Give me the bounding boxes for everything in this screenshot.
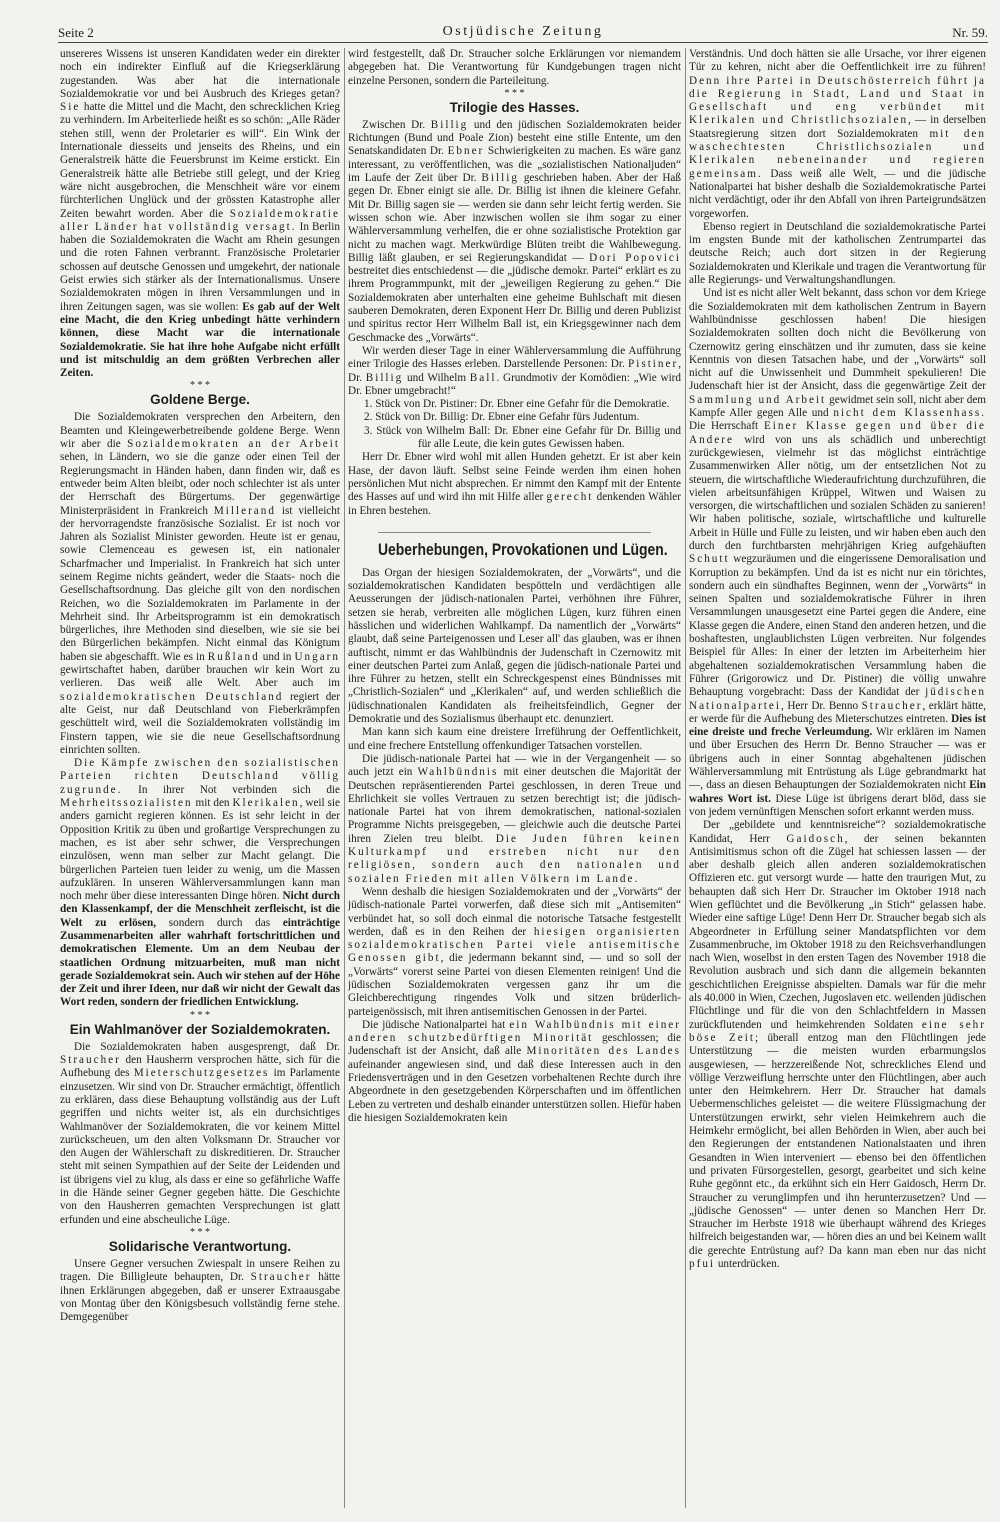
spaced-emphasis-text: Billig [481,172,519,185]
spaced-emphasis-text: nicht dem Klassenhass. [833,407,986,420]
text-run: gewidmet sein soll, nicht aber dem Kampfe Aller gegen Alle und [689,393,986,420]
text-run: denkenden Wähler in Ehren bestehen. [348,491,681,517]
text-run: Die jüdisch-nationale Partei hat — wie in der Vergangenheit — so auch jetzt ein [348,752,681,779]
column-2 [348,48,681,1510]
text-run: aufeinander angewiesen sind, und daß diese Interessen auch in den Friedensverträgen und in den Gesetzen vorbehaltenen Rechte durch ihre Abgeordnete in den gesetzgebenden Körperschaften und im öffentlichen Leben zu vertreten und deshalb einander unterstützen sollen. Hiefür haben die hiesigen Sozialdemokraten kein [348,1058,681,1124]
spaced-emphasis-text: Klerikalen [232,797,300,810]
spaced-emphasis-text: Sie [60,101,81,114]
section-separator: * * * [504,87,525,99]
spaced-emphasis-text: Pistiner [628,358,679,371]
article-paragraph [60,411,340,757]
spaced-emphasis-text: mit den waschechtesten Christlichsozialen und Klerikalen nebeneinander und regieren gemeinsam. [689,127,986,180]
article-paragraph [348,345,681,398]
text-run: Der „gebildete und kenntnisreiche“? sozialdemokratische Kandidat, Herr [689,819,986,845]
play-list [364,398,681,451]
text-run: . Grundmotiv der Komödien: „Wie wird Dr. Ebner umgebracht!“ [348,371,681,397]
spaced-emphasis-text: Wahlbündnis [417,766,499,779]
article-paragraph [689,819,986,1271]
text-run: Dass weiß alle Welt, — und die jüdische Nationalpartei hat bisher deshalb die Sozialdemokratische Partei nicht verdächtigt, oder ihr den Abfall von ihren Parteigrundsätzen vorgeworfen. [689,167,986,220]
spaced-emphasis-text: Die Juden führen keinen Kulturkampf und erstreben nicht nur den religiösen, sondern auch den nationalen und sozialen Frieden mit allen Völkern im Lande. [348,832,681,885]
text-run: ist vielleicht der hervorragendste französische Sozialist. Er ist noch vor Jahren als Sozialist Minister geworden. Heute ist er genau, sowie Clemenceau es gewesen ist, ein nationaler Scharfmacher und Imperialist. In Frankreich hat sich unter seinem Regime nichts geändert, weder die Staats- noch die Gesellschaftsordnung. Das gleiche gilt von den nordischen Reichen, wo die Sozialdemokraten im Parlamente in der Mehrheit sind. Ihr Arbeitsprogramm ist ein demokratisch bürgerliches, ihre Methoden sind dieselben, wie sie sie bei den Bürgerlichen bekämpfen. Nicht einmal das Königtum haben sie abgeschafft. Wie es in [60,504,340,663]
article-paragraph [348,567,681,727]
text-run: sondern durch das [156,916,283,929]
spaced-emphasis-text: Straucher [250,1271,312,1284]
text-run: sehen, in Ländern, wo sie die ganze oder einen Teil der Regierungsmacht in Händen haben, dann finden wir, daß es entweder beim Alten bleibt, oder noch schlechter ist als unter der Herrschaft des Bürgertums. Der gegenwärtige Ministerpräsident in Frankreich [60,451,340,517]
spaced-emphasis-text: Gaidosch [786,832,845,845]
text-run: unsereres Wissens ist unseren Kandidaten weder ein direkter noch ein indirekter Einfluß auf die Kriegserklärung zugestanden. Was aber hat die internationale Sozialdemokratie vor und bei Ausbruch des Krieges getan? [60,48,340,100]
article-heading: Ueberhebungen, Provokationen und Lügen. [378,532,651,561]
page-number: Seite 2 [58,25,94,40]
page-header [58,22,988,43]
bold-text: Nicht durch den Klassenkampf, der die Menschheit zerfleischt, ist die Welt zu erlösen, [60,890,340,929]
text-run: mit den [192,797,233,810]
article-heading: Ein Wahlmanöver der Sozialdemokraten. [69,1021,331,1037]
text-run: Diese Lüge ist übrigens derart blöd, dass sie von jedem vernünftigen Menschen sofort erkannt werden muss. [689,792,986,818]
article-paragraph [348,48,681,88]
text-run: Die Sozialdemokraten versprechen den Arbeitern, den Beamten und Kleingewerbetreibende goldene Berge. Wenn wir aber die [60,411,340,451]
spaced-emphasis-text: pfui [689,1258,716,1271]
text-run: Herr Dr. Ebner wird wohl mit allen Hunden gehetzt. Er ist aber kein Hase, der davon läuft. Selbst seine Feinde werden ihm einen hohen persönlichen Mut nicht absprechen. Er nimmt den Kampf mit der Entente des Hasses auf und wird ihn mit Hilfe aller [348,451,681,504]
spaced-emphasis-text: hiesigen organisierten sozialdemokratischen Partei viele antisemitische Genossen gibt [348,925,681,965]
article-paragraph [348,886,681,1019]
text-run: Die Sozialdemokraten haben ausgesprengt, daß Dr. [74,1040,340,1053]
spaced-emphasis-text: Rußland [207,650,260,663]
text-run: Wenn deshalb die hiesigen Sozialdemokraten und der „Vorwärts“ der jüdisch-nationale Partei vorwerfen, daß diese sich mit „Antisemiten“ verbündet hat, so soll doch einmal die notorische Tatsache festgestellt werden, daß es in den Reihen der [348,885,681,938]
spaced-emphasis-text: Dori Popovici [589,251,681,264]
text-run: im Parlamente einzusetzen. Wir sind von Dr. Straucher ermächtigt, öffentlich zu erklären, dass diese Behauptung vollständig aus der Luft gegriffen und nichts weiter ist, als ein durchsichtiges Wahlmanöver der Sozialdemokraten, die vor keinem Mittel zurückscheuen, um den alten Volksmann Dr. Straucher vor den Augen der Wählerschaft zu diskreditieren. Dr. Straucher steht mit seinen Sympathien auf der Seite der Leidenden und ist übrigens viel zu klug, als dass er eine so gefährliche Waffe in die Hände seiner Gegner gegeben hätte. Die Geschichte von den Hausherren gemachten Versprechungen ist glatt erfunden und eine abscheuliche Lüge. [60,1067,340,1226]
text-run: Und ist es nicht aller Welt bekannt, dass schon vor dem Kriege die Sozialdemokraten mit dem katholischen Zentrum in Bayern Wahlbündnisse geschlossen haben! Die hiesigen Sozialdemokraten sollten doch nicht die Bevölkerung von Czernowitz gering einschätzen und ihr zumuten, dass sie keine Kenntnis von diesen Tatsachen habe, und der „Vorwärts“ soll nicht auf die Unwissenheit und Dummheit spekulieren! Die Judenschaft hier ist der Ansicht, dass die gegenwärtige Zeit der [689,287,986,393]
text-run: Verständnis. Und doch hätten sie alle Ursache, vor ihrer eigenen Tür zu kehren, nicht aber die Oeffentlichkeit irre zu führen! [689,48,986,74]
text-run: hatte die Mittel und die Macht, den schrecklichen Krieg zu verhindern. Im Arbeiterliede heißt es so schön: „Alle Räder stehen still, wenn der Proletarier es will“. Ein Wink der Internationale diesseits und jenseits des Rheins, und ein Generalstreik hätte die Feuersbrunst im Keime erstickt. Ein Generalstreik hätte alle Betriebe still gelegt, und der Krieg wäre nicht ausgebrochen, die Menschheit wäre vor einem fürchterlichen Unglück und der grössten Katastrophe aller Zeiten bewahrt worden. Aber die [60,101,340,220]
newspaper-title: Ostjüdische Zeitung [442,24,604,39]
bold-text: Es gab auf der Welt eine Macht, die den Krieg unbedingt hätte verhindern können, diese Macht war die internationale Sozialdemokratie. Sie hat ihre hohe Aufgabe nicht erfüllt und ist mitschuldig an dem größten Verbrechen aller Zeiten. [60,300,340,380]
text-run: In ihrer Not verbinden sich die [122,783,340,796]
article-paragraph [348,1019,681,1125]
spaced-emphasis-text: eine sehr böse Zeit [689,1018,986,1044]
article-paragraph [60,1041,340,1227]
text-run: wird festgestellt, daß Dr. Straucher solche Erklärungen vor niemandem abgegeben hat. Die Verantwortung für Kundgebungen tragen nicht einzelne Personen, sondern die Parteileitung. [348,48,681,87]
spaced-emphasis-text: Denn ihre Partei in Deutschösterreich führt ja die Regierung in Stadt, Land und Staat in Gesellschaft und eng verbündet mit Klerikalen und Christlichsozialen [689,74,986,127]
list-item: 2. Stück von Dr. Billig: Dr. Ebner eine Gefahr fürs Judentum. [364,411,640,424]
text-run: und in [259,650,295,663]
section-separator: * * * [190,1226,210,1238]
text-run: wegzuräumen und die eingerissene Demoralisation und Korruption zu bekämpfen. Und da ist es nicht nur ein törichtes, sondern auch ein sündhaftes Beginnen, wenn der „Vorwärts“ in seinen Spalten und sozialdemokratische Führer in ihren Versammlungen unausgesetzt eine Partei gegen die Andere, eine Klasse gegen die Andere, einen Stand den anderen hetzen, und die boshaftesten, unglaublichsten Lügen verbreiten. Nur folgendes Beispiel für Alles: In einer der letzten im Arbeiterheim hier abgehaltenen sozialdemokratischen Versammlung haben die Führer (Grigorowicz und Dr. Pistiner) die völlig unwahre Behauptung vorgebracht: Dass der Kandidat der [689,553,986,699]
bold-text: Ein wahres Wort ist. [689,779,986,805]
text-run: unterdrücken. [715,1258,780,1271]
text-run: hätte ihnen Erklärungen abgegeben, daß er unserer Extraausgabe von Montag über den Königsbesuch vollständig ferne stehe. Demgegenüber [60,1271,340,1324]
text-run: , Herr Dr. Benno [781,699,862,712]
text-run: ; überall entzog man den Flüchtlingen jede Unterstützung — die meisten wurden erbarmungslos ausgewiesen, — herzzereißende Not, schreckliches Elend und völlige Verzweiflung herrschte unter den Flüchtlingen, aber auch unter den Heimkehrern. Herr Dr. Straucher hat damals Uebermenschliches geleistet — die weitere Flüssigmachung der Unterstützungen erwirkt, sehr vielen Heimkehrern auch die Heimkehr ermöglicht, bei allen Behörden in Wien, aber auch bei den Regierungen der entstandenen Nationalstaaten und ihren Gesandten in Wien interveniert — ebenso bei den öffentlichen und privaten Fürsorgestellen, gesorgt, gearbeitet und sich keine Ruhe gegönnt etc., da erkühnt sich ein Herr Gaidosch, Herrn Dr. Straucher zu verunglimpfen und ihn herunterzusetzen? Und — „jüdische Genossen“ — unter denen so Manchen Herr Dr. Straucher im Herbste 1918 wie überhaupt während des Krieges hilfreich beigestanden war, — hören dies an und bei Keinem wallt die gerechte Entrüstung auf? Da kann man eben nur das nicht [689,1031,986,1257]
spaced-emphasis-text: Straucher [60,1054,121,1067]
text-run: und Wilhelm [403,371,470,384]
column-divider [344,48,345,1508]
article-paragraph [60,1258,340,1324]
text-run: , der seinen bekannten Antisimitismus schon oft die Zügel hat schiessen lassen — der aber deshalb gleich allen anderen sozialdemokratischen Offizieren etc. gut versorgt wurde — hatte den traurigen Mut, zu behaupten daß sich Herr Dr. Straucher im Oktober 1918 nach Wien geflüchtet und die Bevölkerung „in Stich“ gelassen habe. Wieder eine saftige Lüge! Denn Herr Dr. Straucher begab sich als Abgeordneter in Erfüllung seiner Mandatspflichten vor dem Zusammenbruche, im Oktober 1918 zu den Reichsverhandlungen nach Wien, woselbst in den ersten Tagen des November 1918 die Revolution ausbrach und sich dann die allgemein bekannten geschichtlichen Ereignisse abspielten. Damals war für die mehr als 40.000 in Wien, Czechen, Jugoslaven etc. weilenden jüdischen Flüchtlinge und für die von den Schlachtfeldern in Massen zurückflutenden und heimkehrenden Soldaten [689,832,986,1031]
spaced-emphasis-text: ein Wahlbündnis mit einer anderen schutzbedürftigen Minorität [348,1018,681,1045]
spaced-emphasis-text: Minoritäten des Landes [526,1045,681,1058]
article-paragraph [689,287,986,819]
article-heading: Trilogie des Hasses. [449,99,580,115]
bold-text: Dies ist eine dreiste und freche Verleumdung. [689,712,986,739]
spaced-emphasis-text: Straucher [861,699,923,712]
article-paragraph [60,757,340,1010]
text-run: In Berlin haben die Sozialdemokraten die Wacht am Rhein gesungen und die roten Fahnen verbrannt. Französische Proletarier schossen auf deutsche Genossen und umgekehrt, der nationale Geist erwies sich stärker als der Internationalismus. Unsere Sozialdemokraten mögen in ihren Versammlungen und in ihren Zeitungen sagen, was sie wollen: [60,220,340,313]
text-run: geschlossen; die Judenschaft ist der Ansicht, daß alle [348,1032,681,1058]
spaced-emphasis-text: Sozialdemokraten an der Arbeit [127,438,340,451]
article-paragraph [60,48,340,380]
issue-number: Nr. 59. [952,25,988,40]
text-run: , Dr. [348,358,681,384]
text-run: , die jedermann bekannt sind, — und so soll der „Vorwärts“ vorerst seine Partei von diesen Elementen reinigen! Und die jüdischen Sozialdemokraten vergessen ganz ihr um die Gleichberechtigung ringendes Volk und sitzen brüderlich-parteigenössisch, mit ihren antisemitischen Genossen in der Partei. [348,952,681,1018]
section-separator: * * * [190,380,210,392]
spaced-emphasis-text: Billig [365,371,404,384]
spaced-emphasis-text: Millerand [213,504,276,517]
spaced-emphasis-text: sozialdemokratischen Deutschland [60,690,284,703]
article-heading: Solidarische Verantwortung. [108,1238,292,1254]
spaced-emphasis-text: Sozialdemokratie aller Länder hat vollständig versagt. [60,207,340,233]
text-run: Wir erklären im Namen und über Ersuchen des Herrn Dr. Benno Straucher — was er übrigens auch in einer Sonntag abgehaltenen jüdischen Wählerversammlung mit Entrüstung als Lüge gebrandmarkt hat —, dass an diesen Behauptungen der Sozialdemokraten nicht [689,726,986,792]
column-3 [689,48,986,1510]
text-run: Die Herrschaft [689,420,764,433]
spaced-emphasis-text: Die Kämpfe zwischen den sozialistischen Parteien richten Deutschland völlig zugrunde. [60,757,340,796]
bold-text: einträchtige Zusammenarbeiten aller wahrhaft fortschrittlichen und demokratischen Elemente. Um an dem Neubau der staatlichen Ordnung mitzuarbeiten, muß man nicht gerade Sozialdemokrat sein. Auch wir stehen auf der Höhe der Zeit und ihrer Ideen, nur daß wir nicht der Gewalt das Wort reden, sondern der friedlichen Entwicklung. [60,916,340,1009]
spaced-emphasis-text: Mehrheitssozialisten [60,797,193,810]
text-run: Wir werden dieser Tage in einer Wählerversammlung die Aufführung einer Trilogie des Hasses erleben. Darstellende Personen: Dr. [348,344,681,371]
spaced-emphasis-text: Billig [430,118,469,131]
text-run: Ebenso regiert in Deutschland die sozialdemokratische Partei im engsten Bunde mit der katholischen Zentrumpartei das deutsche Reich; auch dort sitzen in der Regierung Sozialdemokraten und Klerikale und tragen die Verantwortung für alle Regierungs- und Verwaltungshandlungen. [689,220,986,287]
text-run: den Hausherrn versprochen hätte, sich für die Aufhebung des [60,1054,340,1080]
text-run: Schwierigkeiten zu machen. Es wäre ganz interessant, zu veröffentlichen, was die „sozialistischen Nationaljuden“ im Laufe der Zeit über Dr. [348,145,681,185]
text-run: regiert der alte Geist, nur daß Deutschland von Fieberkrämpfen geschüttelt wird, weil die Sozialdemokraten vollständig im Finstern tappen, wie sie die neue Gesellschaftsordnung einrichten sollten. [60,690,340,756]
column-divider [685,48,686,1508]
spaced-emphasis-text: Ebner [447,145,485,158]
text-run: gewirtschaftet haben, darüber brauchen wir kein Wort zu verlieren. Das weiß alle Welt. Aber auch im [60,664,340,690]
list-item: 1. Stück von Dr. Pistiner: Dr. Ebner eine Gefahr für die Demokratie. [364,398,670,411]
text-run: Unsere Gegner versuchen Zwiespalt in unsere Reihen zu tragen. Die Billigleute behaupten, Dr. [60,1257,340,1284]
section-separator: * * * [190,1009,210,1021]
spaced-emphasis-text: Mieterschutzgesetzes [133,1067,270,1080]
article-paragraph [689,48,986,221]
text-run: bestreitet dies entschiedenst — die „jüdische demokr. Partei“ erklärt es zu ihrem Programmpunkt, mit der „jeweiligen Regierung zu gehen.“ Die Sozialdemokraten aber unterhalten eine geheime Buhlschaft mit diesen sauberen Demokraten, deren Exponent Herr Dr. Billig und deren Publizist und spiritus rector Herr Wilhelm Ball ist, ein Kriegsgewinner nach dem Geschmacke des „Vorwärts“. [348,265,681,344]
text-run: mit einer deutschen die Majorität der Deutschen repräsentierenden Partei geschlossen, in deren Treue und Ehrlichkeit sie volles Vertrauen zu setzen berechtigt ist; die jüdisch-nationale Partei hat von ihrem demokratischen, national-sozialen Programme Nichts preisgegeben, — gleichwie auch die deutsche Partei ihren Zielen treu bleibt. [348,766,681,845]
article-paragraph [689,221,986,287]
spaced-emphasis-text: Ungarn [294,650,340,663]
column-1 [60,48,340,1510]
spaced-emphasis-text: jüdischen Nationalpartei [689,686,986,712]
article-heading: Goldene Berge. [150,392,250,408]
article-paragraph [348,451,681,517]
text-run: Man kann sich kaum eine dreistere Irreführung der Oeffentlichkeit, und eine frechere Entstellung offenkundiger Tatsachen vorstellen. [348,726,681,752]
article-paragraph [348,753,681,886]
article-paragraph [348,119,681,345]
text-run: Die jüdische Nationalpartei hat [362,1018,510,1031]
spaced-emphasis-text: gerecht [546,491,594,504]
article-paragraph [348,726,681,753]
text-run: , weil sie anders garnicht regieren können. Es ist sehr leicht in der Opposition Kritik zu üben und großartige Versprechungen zu machen, es ist aber sehr schwer, die Versprechungen einzulösen, wenn man selber zur Macht gelangt. Die bürgerlichen Parteien tuen leider zu wenig, um die Massen aufzuklären. In unseren Wählerversammlungen kann man noch mehr über diese interessanten Dinge hören. [60,797,340,903]
text-run: , — in derselben Staatsregierung sitzen dort Sozialdemokraten [689,114,986,140]
spaced-emphasis-text: Ball [469,371,497,384]
spaced-emphasis-text: Schutt [689,553,730,566]
text-run: und den jüdischen Sozialdemokraten beider Richtungen (Bund und Poale Zion) besteht eine stille Entente, um den Senatskandidaten Dr. [348,118,681,158]
spaced-emphasis-text: Einer Klasse gegen und über die Andere [689,420,986,446]
text-run: geschrieben haben. Aber der Haß gegen Dr. Ebner einigt sie alle. Dr. Billig ist ihnen die kleinere Gefahr. Mit Dr. Billig sagen sie — werden sie dann sehr leicht fertig werden. Sie wissen schon wie. Aber inzwischen wollen sie ihm sogar zu einer Wählerversammlung verhelfen, die er ohne sozialistische Protektion gar nicht zu machen wagt. Merkwürdige Blüten treibt die Wahlbewegung. Billig läßt glauben, er sei Regierungskandidat — [348,172,681,264]
text-run: Zwischen Dr. [362,118,431,131]
text-run: , erklärt hätte, er werde für die Aufhebung des Mieterschutzes eintreten. [689,699,986,725]
list-item: 3. Stück von Wilhelm Ball: Dr. Ebner eine Gefahr für Dr. Billig und für alle Leute, die kein gutes Gewissen haben. [364,424,681,451]
text-run: wird von uns als schädlich und unberechtigt zurückgewiesen, vielmehr ist das möglichst einträchtige Zusammenwirken Aller nötig, um der entsetzlichen Not zu steuern, die wirtschaftliche Wiederaufrichtung durchzuführen, die vielen arbeitsunfähigen Krüppel, Witwen und Waisen zu versorgen, die wirtschaftlichen und sozialen Schäden zu sanieren! Wir haben politische, soziale, wirtschaftliche und kulturelle Arbeit in Hülle und Fülle zu leisten, und wir haben eben auch den durch den furchtbarsten mehrjährigen Krieg aufgehäuften [689,433,986,552]
text-run: Das Organ der hiesigen Sozialdemokraten, der „Vorwärts“, und die sozialdemokratischen Kandidaten bespötteln und verdächtigen alle Aeusserungen der jüdisch-nationalen Partei, verhöhnen ihre Führer, setzen sie herab, verbreiten alle möglichen Lügen, kurz führen einen hässlichen und widerlichen Wahlkampf. Da namentlich der „Vorwärts“ glaubt, daß seine Parteigenossen und Leser all' das glauben, was er ihnen auftischt, nimmt er das Wahlbündnis der Judenschaft in Czernowitz mit einer deutschen Partei zum Anlaß, gegen die jüdisch-nationale Partei und ihre Führer zu hetzen, stellt ein Schreckgespenst eines Bündnisses mit „Christlich-Sozialen“ und „Klerikalen“ auf, und werden schließlich die jüdischnationalen Kandidaten als freiheitsfeindlich, Gegner der Demokratie und des Sozialismus überhaupt etc. denunziert. [348,566,681,726]
spaced-emphasis-text: Sammlung und Arbeit [689,393,827,406]
